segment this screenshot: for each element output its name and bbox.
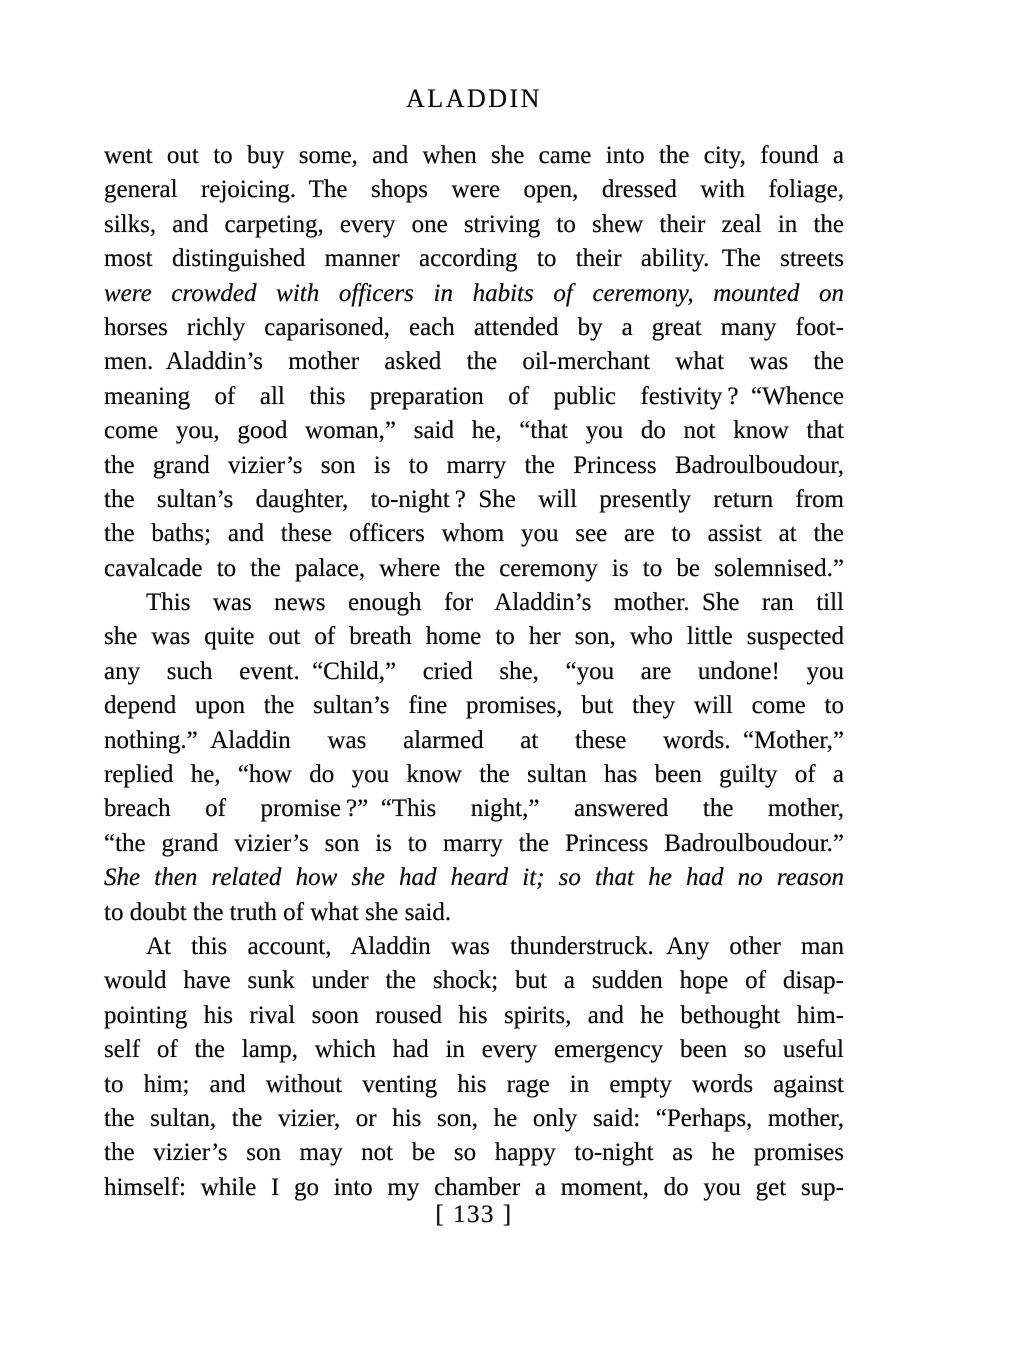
text-line: silks, and carpeting, every one striving to shew their zeal in the — [104, 210, 844, 238]
text-line: most distinguished manner according to their ability. The streets — [104, 245, 844, 273]
body-text — [104, 139, 844, 1205]
text-line: She then related how she had heard it; so that he had no reason — [104, 864, 844, 892]
text-line: the vizier’s son may not be so happy to-night as he promises — [104, 1139, 844, 1167]
text-line: breach of promise ?” “This night,” answered the mother, — [104, 795, 844, 823]
text-line: she was quite out of breath home to her son, who little suspected — [104, 623, 844, 651]
text-line: nothing.” Aladdin was alarmed at these words. “Mother,” — [104, 726, 844, 754]
text-line: to doubt the truth of what she said. — [104, 898, 452, 926]
text-line: were crowded with officers in habits of ceremony, mounted on — [104, 279, 844, 307]
page-header-title: ALADDIN — [406, 84, 542, 113]
text-line: horses richly caparisoned, each attended by a great many foot- — [104, 313, 844, 341]
page-number: [ 133 ] — [435, 1201, 513, 1228]
text-line: “the grand vizier’s son is to marry the Princess Badroulboudour.” — [104, 829, 844, 857]
text-line: come you, good woman,” said he, “that you do not know that — [104, 417, 844, 445]
text-line: self of the lamp, which had in every emergency been so useful — [104, 1036, 844, 1064]
text-line: This was news enough for Aladdin’s mother. She ran till — [146, 589, 844, 617]
text-line: cavalcade to the palace, where the ceremony is to be solemnised.” — [104, 554, 844, 582]
text-line: any such event. “Child,” cried she, “you are undone! you — [104, 657, 844, 685]
text-line: the grand vizier’s son is to marry the Princess Badroulboudour, — [104, 451, 844, 479]
text-line: the baths; and these officers whom you see are to assist at the — [104, 520, 844, 548]
text-line: depend upon the sultan’s fine promises, but they will come to — [104, 692, 844, 720]
text-line: went out to buy some, and when she came into the city, found a — [104, 142, 844, 169]
text-line: general rejoicing. The shops were open, dressed with foliage, — [104, 176, 844, 204]
text-line: At this account, Aladdin was thunderstruck. Any other man — [146, 932, 844, 960]
text-line: replied he, “how do you know the sultan has been guilty of a — [104, 761, 844, 789]
text-line: himself: while I go into my chamber a moment, do you get sup- — [104, 1173, 844, 1201]
text-line: men. Aladdin’s mother asked the oil-merchant what was the — [104, 348, 844, 376]
text-line: the sultan’s daughter, to-night ? She will presently return from — [104, 485, 844, 513]
text-line: to him; and without venting his rage in empty words against — [104, 1070, 844, 1098]
text-line: the sultan, the vizier, or his son, he only said: “Perhaps, mother, — [104, 1104, 844, 1132]
text-line: meaning of all this preparation of public festivity ? “Whence — [104, 382, 844, 410]
text-line: pointing his rival soon roused his spirits, and he bethought him- — [104, 1001, 844, 1029]
text-line: would have sunk under the shock; but a sudden hope of disap- — [104, 967, 844, 995]
text-column — [104, 0, 844, 1367]
